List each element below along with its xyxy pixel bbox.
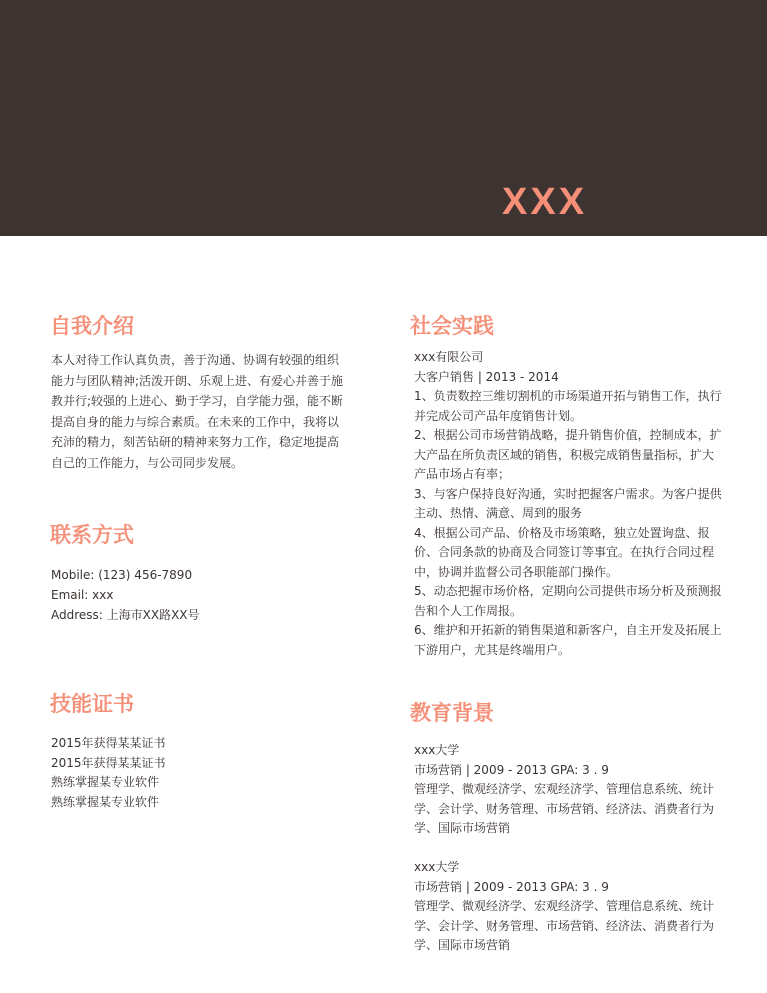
- contact-title: 联系方式: [50, 523, 134, 547]
- practice-line: 6、维护和开拓新的销售渠道和新客户，自主开发及拓展上: [414, 623, 722, 637]
- education-entry-1: [414, 741, 714, 839]
- practice-line: 4、根据公司产品、价格及市场策略，独立处置询盘、报: [414, 525, 710, 540]
- practice-title: 社会实践: [410, 314, 494, 338]
- practice-line: 5、动态把握市场价格，定期向公司提供市场分析及预测报: [414, 584, 722, 598]
- practice-line: 并完成公司产品年度销售计划。: [414, 408, 583, 423]
- practice-line: 3、与客户保持良好沟通，实时把握客户需求。为客户提供: [414, 486, 722, 501]
- skills-title: 技能证书: [50, 692, 134, 716]
- education-school: xxx大学: [414, 743, 460, 757]
- contact-info: [51, 565, 351, 625]
- skill-item: 熟练掌握某专业软件: [51, 794, 160, 809]
- practice-line: 2、根据公司市场营销战略，提升销售价值，控制成本，扩: [414, 428, 722, 442]
- contact-mobile: Mobile: (123) 456-7890: [51, 568, 193, 582]
- header-banner: [0, 0, 767, 236]
- self-intro-line: 教并行;较强的上进心、勤于学习，自学能力强，能不断: [51, 394, 344, 408]
- education-course-line: 学、国际市场营销: [414, 938, 511, 952]
- education-course-line: 管理学、微观经济学、宏观经济学、管理信息系统、统计: [414, 782, 715, 796]
- practice-line: 主动、热情、满意、周到的服务: [414, 506, 583, 520]
- skill-item: 熟练掌握某专业软件: [51, 775, 160, 789]
- self-intro-line: 自己的工作能力，与公司同步发展。: [51, 455, 244, 470]
- self-intro-line: 本人对待工作认真负责，善于沟通、协调有较强的组织: [51, 353, 340, 367]
- self-intro-line: 提高自身的能力与综合素质。在未来的工作中，我将以: [51, 414, 340, 429]
- education-course-line: 学、会计学、财务管理、市场营销、经济法、消费者行为: [414, 918, 715, 933]
- practice-line: 中，协调并监督公司各职能部门操作。: [414, 564, 619, 579]
- contact-address: Address: 上海市XX路XX号: [51, 608, 200, 622]
- education-course-line: 管理学、微观经济学、宏观经济学、管理信息系统、统计: [414, 899, 715, 913]
- self-intro-line: 充沛的精力，刻苦钻研的精神来努力工作，稳定地提高: [51, 435, 340, 449]
- practice-line: 1、负责数控三维切割机的市场渠道开拓与销售工作，执行: [414, 389, 722, 403]
- practice-line: 告和个人工作周报。: [414, 603, 523, 618]
- candidate-name: XXX: [502, 181, 588, 223]
- education-course-line: 学、国际市场营销: [414, 821, 511, 835]
- education-major: 市场营销 | 2009 - 2013 GPA: 3 . 9: [414, 762, 609, 777]
- education-major: 市场营销 | 2009 - 2013 GPA: 3 . 9: [414, 879, 609, 894]
- practice-line: 大产品在所负责区域的销售，积极完成销售量指标，扩大: [414, 447, 715, 462]
- self-intro-text: [51, 350, 351, 473]
- practice-text: [414, 348, 722, 660]
- education-entry-2: [414, 858, 714, 956]
- practice-line: 价、合同条款的协商及合同签订等事宜。在执行合同过程: [414, 545, 715, 559]
- practice-role: 大客户销售 | 2013 - 2014: [414, 369, 559, 384]
- practice-company: xxx有限公司: [414, 350, 484, 364]
- education-title: 教育背景: [410, 701, 494, 725]
- education-school: xxx大学: [414, 860, 460, 874]
- contact-email: Email: xxx: [51, 588, 114, 602]
- education-course-line: 学、会计学、财务管理、市场营销、经济法、消费者行为: [414, 801, 715, 816]
- practice-line: 产品市场占有率；: [414, 467, 511, 481]
- practice-line: 下游用户，尤其是终端用户。: [414, 642, 571, 657]
- skill-item: 2015年获得某某证书: [51, 755, 166, 770]
- skills-list: [51, 734, 351, 812]
- skill-item: 2015年获得某某证书: [51, 736, 166, 750]
- self-intro-title: 自我介绍: [50, 314, 134, 338]
- self-intro-line: 能力与团队精神;活泼开朗、乐观上进、有爱心并善于施: [51, 373, 344, 388]
